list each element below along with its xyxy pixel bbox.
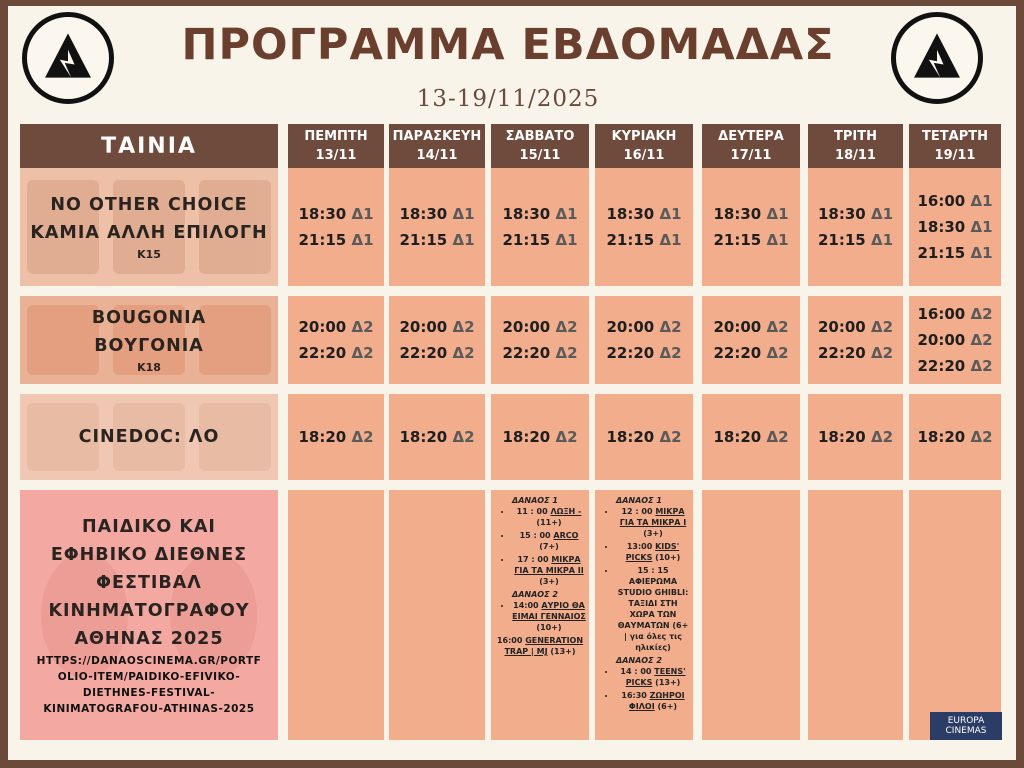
showtime: 18:30 Δ1 [817, 205, 894, 223]
screening-item: • 11 : 00 ΛΩΞΗ - (11+) [512, 506, 586, 528]
showtime: 18:30 Δ1 [399, 205, 475, 223]
screening-item: • 16:30 ΖΩΗΡΟΙ ΦΙΛΟΙ (6+) [616, 690, 690, 712]
showtime: 21:15 Δ1 [817, 231, 894, 249]
day-name: ΚΥΡΙΑΚΗ [611, 129, 677, 144]
showtime: 22:20 Δ2 [917, 357, 993, 375]
film-title-greek: ΚΑΜΙΑ ΑΛΛΗ ΕΠΙΛΟΓΗ [30, 223, 268, 243]
showtime: 21:15 Δ1 [298, 231, 374, 249]
festival-url-link[interactable]: KINIMATOGRAFOU-ATHINAS-2025 [43, 703, 255, 715]
day-name: ΠΑΡΑΣΚΕΥΗ [392, 129, 482, 144]
showtimes-cell [288, 168, 384, 286]
showtimes-cell [909, 168, 1001, 286]
film-title: CINEDOC: ΛΟ [78, 427, 220, 447]
showtime: 21:15 Δ1 [713, 231, 789, 249]
screening-link[interactable]: ΜΙΚΡΑ ΓΙΑ ΤΑ ΜΙΚΡΑ ΙΙ [514, 555, 584, 575]
hall-label: ΔΑΝΑΟΣ 2 [616, 656, 662, 665]
logo-a-icon [896, 17, 978, 99]
showtimes-cell [909, 394, 1001, 480]
day-date: 17/11 [730, 148, 772, 163]
screening-title: ΑΦΙΕΡΩΜΑ STUDIO GHIBLI: ΤΑΞΙΔΙ ΣΤΗ ΧΩΡΑ ΤΩΝ ΘΑΥΜΑΤΩΝ [617, 577, 689, 630]
screening-list [598, 506, 690, 655]
festival-url-link[interactable]: DIETHNES-FESTIVAL- [82, 687, 216, 699]
week-dates: 13-19/11/2025 [416, 86, 600, 112]
showtime: 18:20 Δ2 [713, 428, 789, 446]
showtime: 22:20 Δ2 [713, 344, 789, 362]
showtime: 21:15 Δ1 [606, 231, 682, 249]
festival-title-line: ΦΕΣΤΙΒΑΛ [96, 573, 202, 593]
film-cell-festival [20, 490, 278, 740]
europa-cinemas-badge [930, 712, 1002, 740]
showtime: 16:00 Δ2 [917, 305, 993, 323]
showtime: 21:15 Δ1 [917, 244, 993, 262]
festival-url-link[interactable]: OLIO-ITEM/PAIDIKO-EFIVIKO- [57, 671, 241, 683]
showtime: 20:00 Δ2 [399, 318, 475, 336]
showtimes-cell [595, 168, 693, 286]
screening-item: • 13:00 KIDS' PICKS (10+) [616, 541, 690, 563]
cinema-logo-left [22, 12, 114, 104]
showtimes-cell [288, 296, 384, 384]
day-header-wed [909, 124, 1001, 168]
showtime: 18:30 Δ1 [917, 218, 993, 236]
cinema-logo-right [891, 12, 983, 104]
film-title: BOUGONIA [91, 308, 207, 328]
showtime: 18:30 Δ1 [502, 205, 578, 223]
empty-cell [288, 490, 384, 740]
schedule-page [8, 6, 1016, 760]
empty-cell [702, 490, 800, 740]
showtimes-cell [808, 394, 903, 480]
film-title: NO OTHER CHOICE [50, 195, 248, 215]
screening-item: • 14 : 00 TEENS' PICKS (13+) [616, 666, 690, 688]
screening-item: • 15 : 00 ARCO (7+) [512, 530, 586, 552]
hall-label: ΔΑΝΑΟΣ 1 [616, 496, 662, 505]
day-name: ΣΑΒΒΑΤΟ [505, 129, 575, 144]
showtime: 18:30 Δ1 [606, 205, 682, 223]
age-rating: K18 [137, 361, 161, 374]
festival-title-line: ΠΑΙΔΙΚΟ ΚΑΙ [82, 517, 216, 537]
showtimes-cell [288, 394, 384, 480]
page-title: ΠΡΟΓΡΑΜΜΑ ΕΒΔΟΜΑΔΑΣ [181, 20, 835, 70]
day-name: ΔΕΥΤΕΡΑ [718, 129, 784, 144]
day-name: ΠΕΜΠΤΗ [304, 129, 368, 144]
screening-list [494, 506, 586, 589]
showtimes-cell [491, 394, 589, 480]
screening-link[interactable]: GENERATION TRAP | MJ [504, 636, 584, 656]
day-name: ΤΡΙΤΗ [834, 129, 877, 144]
showtimes-cell [389, 394, 485, 480]
hall-label: ΔΑΝΑΟΣ 2 [512, 590, 558, 599]
showtime: 18:20 Δ2 [606, 428, 682, 446]
screening-item: 16:00 GENERATION TRAP | MJ (13+) [496, 636, 584, 656]
showtime: 20:00 Δ2 [817, 318, 894, 336]
showtime: 20:00 Δ2 [606, 318, 682, 336]
day-date: 13/11 [315, 148, 357, 163]
empty-cell [909, 490, 1001, 740]
showtime: 18:20 Δ2 [399, 428, 475, 446]
festival-sunday-cell [595, 490, 693, 740]
showtime: 22:20 Δ2 [298, 344, 374, 362]
screening-item: • 15 : 15 ΑΦΙΕΡΩΜΑ STUDIO GHIBLI: ΤΑΞΙΔΙ ΣΤΗ ΧΩΡΑ ΤΩΝ ΘΑΥΜΑΤΩΝ (6+ | για όλες τις ηλικίες) [616, 565, 690, 653]
festival-title-line: ΑΘΗΝΑΣ 2025 [74, 629, 224, 649]
day-header-thu [288, 124, 384, 168]
day-header-fri [389, 124, 485, 168]
screening-item: • 14:00 ΑΥΡΙΟ ΘΑ ΕΙΜΑΙ ΓΕΝΝΑΙΟΣ (10+) [512, 600, 586, 633]
showtime: 18:20 Δ2 [502, 428, 578, 446]
showtimes-cell [595, 296, 693, 384]
showtimes-cell [595, 394, 693, 480]
showtimes-cell [808, 296, 903, 384]
day-header-mon [702, 124, 800, 168]
empty-cell [389, 490, 485, 740]
screening-link[interactable]: KIDS' PICKS [625, 542, 680, 562]
showtimes-cell [389, 168, 485, 286]
showtime: 21:15 Δ1 [399, 231, 475, 249]
showtime: 18:20 Δ2 [298, 428, 374, 446]
festival-url-link[interactable]: HTTPS://DANAOSCINEMA.GR/PORTF [36, 655, 262, 667]
showtime: 22:20 Δ2 [606, 344, 682, 362]
screening-list [494, 600, 586, 635]
day-name: ΤΕΤΑΡΤΗ [922, 129, 988, 144]
showtime: 20:00 Δ2 [298, 318, 374, 336]
showtimes-cell [909, 296, 1001, 384]
logo-a-icon [27, 17, 109, 99]
showtimes-cell [808, 168, 903, 286]
day-date: 15/11 [519, 148, 561, 163]
film-column-header: ΤΑΙΝΙΑ [20, 124, 278, 168]
showtime: 18:20 Δ2 [817, 428, 894, 446]
festival-saturday-cell [491, 490, 589, 740]
showtime: 18:30 Δ1 [713, 205, 789, 223]
film-cell-bougonia [20, 296, 278, 384]
screening-link[interactable]: ΛΩΞΗ - [550, 507, 582, 516]
screening-link[interactable]: ΖΩΗΡΟΙ ΦΙΛΟΙ [628, 691, 685, 711]
screening-item: • 12 : 00 ΜΙΚΡΑ ΓΙΑ ΤΑ ΜΙΚΡΑ Ι (3+) [616, 506, 690, 539]
film-title-greek: ΒΟΥΓΟΝΙΑ [94, 336, 204, 356]
screening-link[interactable]: ΜΙΚΡΑ ΓΙΑ ΤΑ ΜΙΚΡΑ Ι [619, 507, 687, 527]
day-date: 18/11 [835, 148, 876, 163]
showtime: 20:00 Δ2 [713, 318, 789, 336]
screening-item: • 17 : 00 ΜΙΚΡΑ ΓΙΑ ΤΑ ΜΙΚΡΑ ΙΙ (3+) [512, 554, 586, 587]
showtimes-cell [702, 168, 800, 286]
showtimes-cell [389, 296, 485, 384]
day-header-sat [491, 124, 589, 168]
screening-link[interactable]: ARCO [553, 531, 579, 540]
showtimes-cell [491, 296, 589, 384]
screening-link[interactable]: TEENS' PICKS [625, 667, 686, 687]
film-cell-cinedoc-lo [20, 394, 278, 480]
festival-title-line: ΚΙΝΗΜΑΤΟΓΡΑΦΟΥ [48, 601, 250, 621]
showtime: 16:00 Δ1 [917, 192, 993, 210]
day-header-tue [808, 124, 903, 168]
hall-label: ΔΑΝΑΟΣ 1 [512, 496, 558, 505]
festival-title-line: ΕΦΗΒΙΚΟ ΔΙΕΘΝΕΣ [50, 545, 248, 565]
day-date: 19/11 [934, 148, 976, 163]
badge-line: EUROPA [947, 716, 985, 726]
screening-link[interactable]: ΑΥΡΙΟ ΘΑ ΕΙΜΑΙ ΓΕΝΝΑΙΟΣ [512, 601, 586, 621]
empty-cell [808, 490, 903, 740]
showtime: 22:20 Δ2 [399, 344, 475, 362]
showtime: 20:00 Δ2 [502, 318, 578, 336]
showtime: 18:20 Δ2 [917, 428, 993, 446]
film-cell-no-other-choice [20, 168, 278, 286]
showtimes-cell [491, 168, 589, 286]
day-date: 14/11 [416, 148, 458, 163]
showtime: 20:00 Δ2 [917, 331, 993, 349]
showtime: 21:15 Δ1 [502, 231, 578, 249]
showtime: 18:30 Δ1 [298, 205, 374, 223]
badge-line: CINEMAS [945, 726, 987, 736]
showtimes-cell [702, 296, 800, 384]
showtime: 22:20 Δ2 [502, 344, 578, 362]
day-date: 16/11 [623, 148, 665, 163]
showtime: 22:20 Δ2 [817, 344, 894, 362]
showtimes-cell [702, 394, 800, 480]
age-rating: K15 [137, 248, 161, 261]
screening-list [598, 666, 690, 714]
day-header-sun [595, 124, 693, 168]
